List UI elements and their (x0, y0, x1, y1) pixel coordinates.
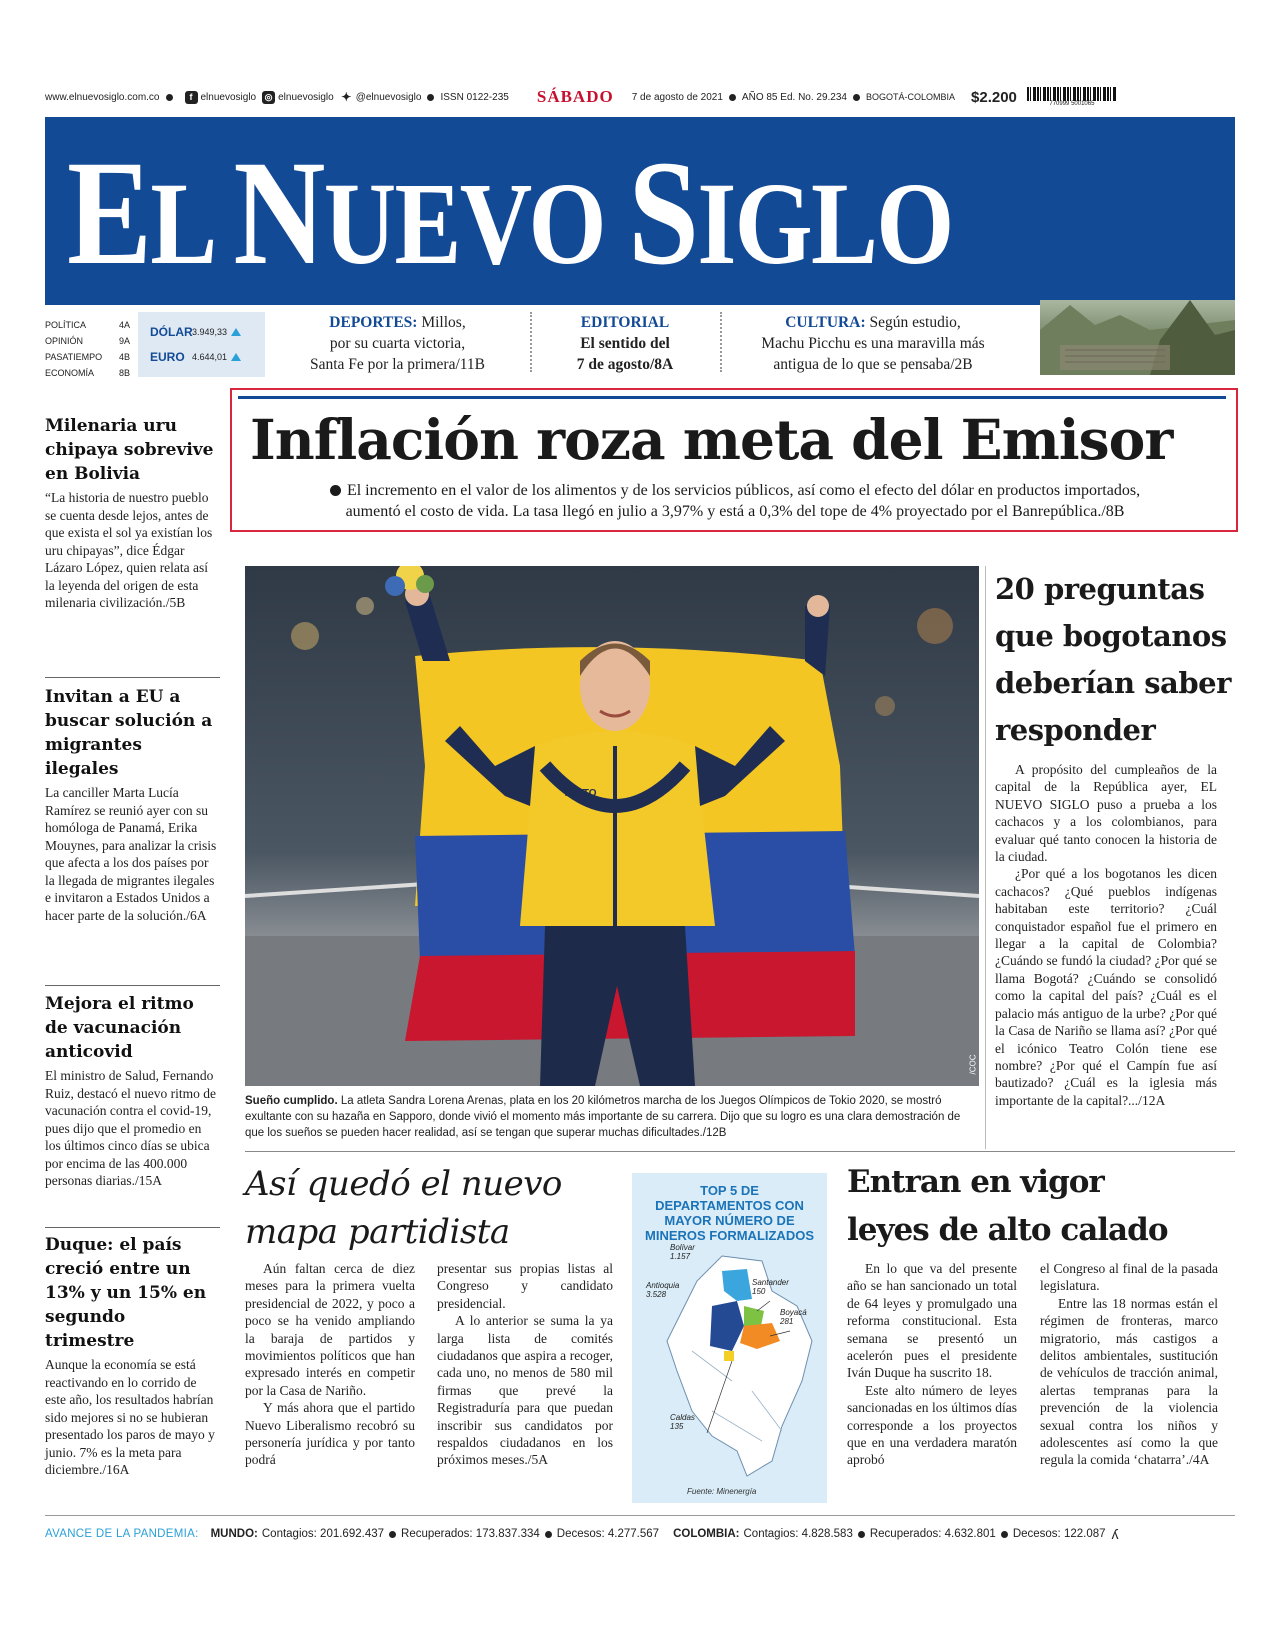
bullet-icon (330, 485, 341, 496)
footer-rule (45, 1515, 1235, 1516)
story-headline: Milenaria uru chipaya sobrevive en Bolivia (45, 416, 214, 484)
forex-row-euro: EURO 4.644,01 (150, 344, 253, 369)
year: AÑO 85 (741, 91, 778, 103)
instagram-handle[interactable]: elnuevosiglo (278, 91, 334, 103)
story-headline: Duque: el país creció entre un 13% y un 15% en segundo trimestre (45, 1235, 207, 1351)
label-bolivar: Bolívar 1.157 (670, 1243, 695, 1261)
laws-col1: En lo que va del presente año se han sancionado un total de 64 leyes y promulgado una reforma constitucional. Esta semana se presentó un acelerón pues el presidente Iván Duque ha suscrito 18. Este alto número de leyes sancionadas en los últimos días corresponde a los proyectos que en una verdadera maratón aprobó (847, 1261, 1017, 1468)
index-row[interactable]: POLÍTICA 4A (45, 320, 130, 330)
location: BOGOTÁ-COLOMBIA (866, 92, 956, 102)
ribbon-icon: ʎ (1111, 1526, 1119, 1542)
lead-headline[interactable]: Inflación roza meta del Emisor (250, 407, 1173, 472)
divider (530, 312, 532, 372)
teaser-cultura[interactable]: CULTURA: Según estudio, Machu Picchu es una maravilla más antigua de lo que se pensaba/2B (761, 314, 985, 373)
infographic-source: Fuente: Minenergía (687, 1487, 757, 1496)
index-row[interactable]: ECONOMÍA 8B (45, 368, 130, 378)
barcode-number: 770999 5001065 (1049, 101, 1095, 107)
story-headline: Invitan a EU a buscar solución a migrantes ilegales (45, 687, 213, 779)
teaser-editorial[interactable]: EDITORIAL El sentido del 7 de agosto/8A (576, 314, 674, 373)
weekday: SÁBADO (536, 87, 614, 106)
separator-dot (853, 94, 860, 101)
index-row[interactable]: PASATIEMPO 4B (45, 352, 130, 362)
separator-dot (427, 94, 434, 101)
bogota-questions-text: A propósito del cumpleaños de la capital de la República ayer, EL NUEVO SIGLO puso a prueba a los cachacos y a los colombianos, para evaluar qué tanto conocen la historia de la ciudad. ¿Por qué a los bogotanos les dicen cachacos? ¿Qué pueblos indígenas habitaban este territorio? ¿Cuál conquistador español fue el primero en llegar a la capital de Colombia? ¿Cuándo se fundó la ciudad? ¿Por qué se llama Bogotá? ¿Cuándo se consolidó como la capital del país? ¿Cuál es el palacio más antiguo de la urbe? ¿Por qué la Casa de Nariño se llama así? ¿Por qué el icónico Teatro Colón tiene ese nombre? ¿Por qué el Campín fue así bautizado? ¿Cuál es la iglesia más importante de la capital?.../12A (995, 762, 1217, 1108)
party-map-col1: Aún faltan cerca de diez meses para la primera vuelta presidencial de 2022, y poco a poco se ha venido ampliando la baraja de partidos y movimientos políticos que han expresado interés en competir por la Casa de Nariño. Y más ahora que el partido Nuevo Liberalismo recobró su personería jurídica y por tanto podrá (245, 1261, 415, 1468)
separator-dot (545, 1531, 552, 1538)
facebook-icon: f (185, 91, 198, 104)
forex-row-dolar: DÓLAR 3.949,33 (150, 319, 253, 344)
left-story-4[interactable] (45, 1233, 220, 1479)
label-caldas: Caldas 135 (670, 1413, 695, 1431)
story-text: El ministro de Salud, Fernando Ruiz, destacó el nuevo ritmo de vacunación contra el covid-19, pues dijo que el promedio en los últimos cinco días se ubica por encima de las 400.000 personas diarias./15A (45, 1068, 216, 1188)
jacket-brand: TOTTO (563, 788, 597, 799)
label-boyaca: Boyacá 281 (780, 1308, 807, 1326)
divider (45, 985, 220, 986)
party-map-col2: presentar sus propias listas al Congreso y candidato presidencial. A lo anterior se suma la ya larga lista de comités ciudadanos que aspira a recoger, cada uno, no menos de 580 mil firmas que prevé la Registraduría para que puedan inscribir sus candidatos por respaldos ciudadanos en los próximos meses./5A (437, 1261, 613, 1468)
instagram-icon: ◎ (262, 91, 275, 104)
machu-picchu-image (1040, 300, 1235, 375)
up-arrow-icon (231, 328, 241, 336)
story-text: Aunque la economía se está reactivando en lo corrido de este año, los resultados habrían sido mejores si no se hubieran presentado los paros de mayo y junio. 7% es la meta para diciembre./16A (45, 1357, 215, 1477)
label-santander: Santander 150 (752, 1278, 789, 1296)
separator-dot (389, 1531, 396, 1538)
top-info-bar (45, 86, 1235, 108)
separator-dot (1001, 1531, 1008, 1538)
ticker-mundo: MUNDO: (210, 1528, 258, 1540)
left-story-1[interactable] (45, 414, 220, 612)
story-text: “La historia de nuestro pueblo se cuenta desde lejos, antes de que exista el sol ya existían los uru chipayas”, dice Édgar Lázaro López, quien relata así la leyenda del origen de esta milenaria civilización./5B (45, 490, 213, 610)
newspaper-name[interactable]: EL NUEVO SIGLO (67, 130, 953, 296)
separator-dot (729, 94, 736, 101)
bogota-questions-headline[interactable]: 20 preguntas que bogotanos deberían saber responder (995, 572, 1231, 747)
photo-caption: Sueño cumplido. La atleta Sandra Lorena Arenas, plata en los 20 kilómetros marcha de los Juegos Olímpicos de Tokio 2020, se mostró exultante con su hazaña en Sapporo, donde vivió el momento más importante de su carrera. Dijo que su logro es una clara demostración de que los sueños se pueden hacer realidad, así se tengan que superar muchas dificultades./12B (245, 1095, 961, 1139)
ticker-label: AVANCE DE LA PANDEMIA: (45, 1528, 199, 1540)
athlete-photo[interactable] (245, 566, 979, 1086)
index-row[interactable]: OPINIÓN 9A (45, 336, 130, 346)
infographic-title: TOP 5 DE DEPARTAMENTOS CON MAYOR NÚMERO DE MINEROS FORMALIZADOS (645, 1183, 814, 1243)
ticker-colombia: COLOMBIA: (673, 1528, 740, 1540)
edition: Ed. No. 29.234 (780, 91, 847, 103)
divider (720, 312, 722, 372)
twitter-icon: ✦ (341, 89, 352, 104)
photo-credit: /COC (968, 1054, 978, 1075)
masthead (45, 117, 1235, 305)
label-antioquia: Antioquia 3.528 (646, 1281, 680, 1299)
mining-infographic[interactable] (632, 1173, 827, 1503)
date: 7 de agosto de 2021 (631, 91, 723, 103)
divider (45, 677, 220, 678)
up-arrow-icon (231, 353, 241, 361)
section-rule (245, 1151, 1235, 1152)
laws-col2: el Congreso al final de la pasada legislatura. Entre las 18 normas están el régimen de fronteras, marco migratorio, más castigos a delitos ambientales, sustitución de vehículos de tracción animal, alertas tempranas para la prevención de la violencia sexual contra los niños y adolescentes así como la que regula la comida ‘chatarra’./4A (1040, 1261, 1218, 1468)
price: $2.200 (971, 88, 1017, 106)
lead-deck: El incremento en el valor de los alimentos y de los servicios públicos, así como el efecto del dólar en productos importados, aumentó el costo de vida. La tasa llegó en julio a 3,97% y está a 0,3% del tope de 4% proyectado por el Banrepública./8B (250, 480, 1220, 522)
facebook-handle[interactable]: elnuevosiglo (200, 91, 257, 103)
separator-dot (166, 94, 173, 101)
story-text: La canciller Marta Lucía Ramírez se reunió ayer con su homóloga de Panamá, Erika Mouynes, para analizar la crisis que afecta a los dos países por la llegada de migrantes ilegales e invitaron a Estados Unidos a hacer parte de la solución./6A (45, 785, 217, 923)
laws-headline[interactable]: Entran en vigor leyes de alto calado (847, 1164, 1168, 1248)
column-rule (985, 566, 986, 1149)
teaser-deportes[interactable]: DEPORTES: Millos, por su cuarta victoria, Santa Fe por la primera/11B (309, 314, 486, 373)
story-headline: Mejora el ritmo de vacunación anticovid (45, 994, 194, 1062)
issn: ISSN 0122-235 (440, 91, 509, 103)
website-link[interactable]: www.elnuevosiglo.com.co (45, 91, 160, 103)
left-story-3[interactable] (45, 992, 220, 1190)
forex-box (138, 312, 265, 377)
pandemic-ticker: AVANCE DE LA PANDEMIA: MUNDO: Contagios: 201.692.437 Recuperados: 173.837.334 Decesos: 4.277.567 COLOMBIA: Contagios: 4.828.583 Recuperados: 4.632.801 Decesos: 122.087 ʎ (45, 1526, 1119, 1542)
party-map-headline[interactable]: Así quedó el nuevo mapa partidista (245, 1164, 562, 1252)
barcode (1017, 87, 1117, 107)
divider (45, 1227, 220, 1228)
separator-dot (858, 1531, 865, 1538)
section-index (45, 317, 130, 381)
left-story-2[interactable] (45, 685, 220, 924)
twitter-handle[interactable]: @elnuevosiglo (355, 91, 422, 103)
lead-rule (238, 396, 1226, 399)
